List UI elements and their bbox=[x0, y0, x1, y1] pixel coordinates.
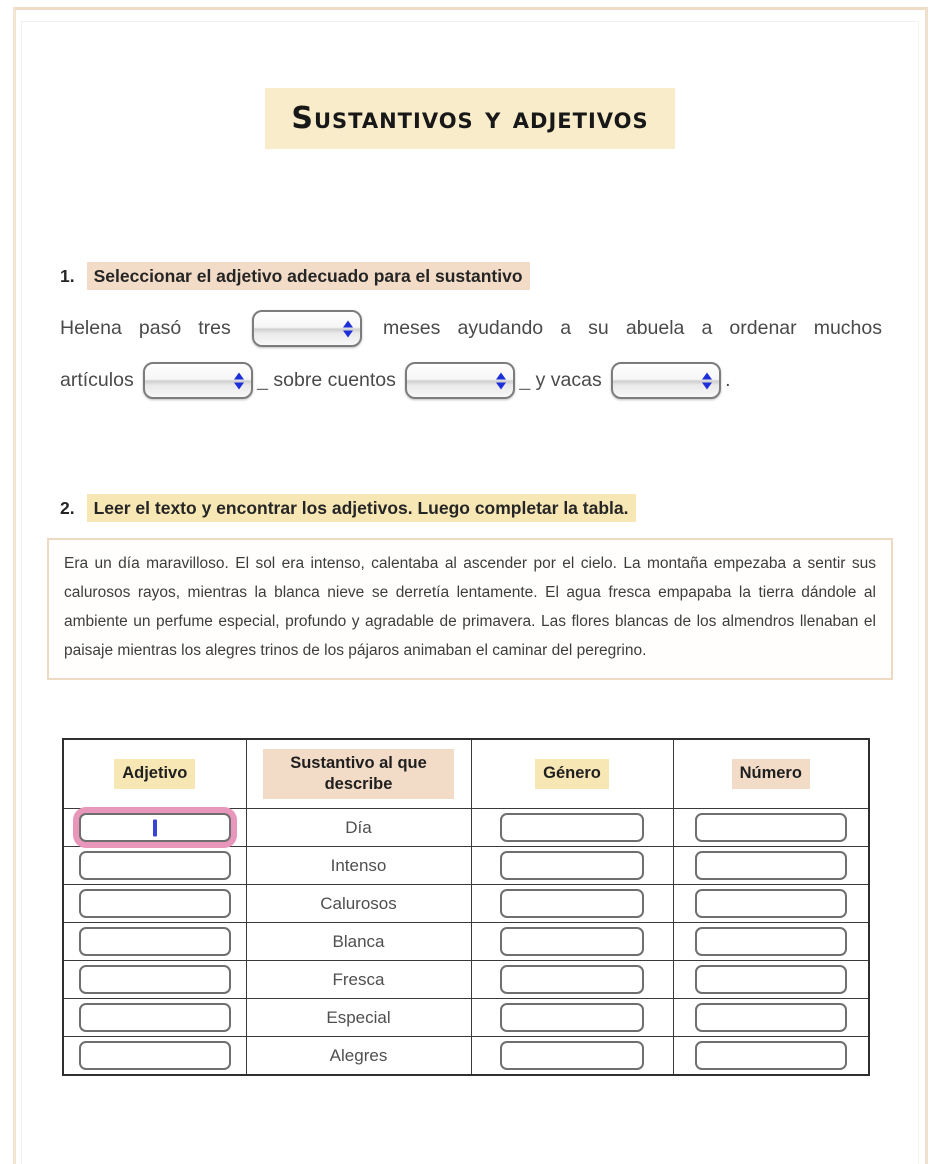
adjectives-table bbox=[62, 738, 870, 1076]
word-cell: Calurosos bbox=[246, 885, 471, 923]
sentence-period: . bbox=[725, 369, 731, 391]
numero-input[interactable] bbox=[695, 1003, 847, 1032]
adjetivo-input[interactable] bbox=[79, 889, 231, 918]
adjetivo-input[interactable] bbox=[79, 965, 231, 994]
table-row bbox=[63, 923, 869, 961]
updown-arrow-icon bbox=[702, 372, 712, 389]
genero-input[interactable] bbox=[500, 927, 644, 956]
word-cell: Día bbox=[246, 809, 471, 847]
updown-arrow-icon bbox=[234, 372, 244, 389]
word-cell: Alegres bbox=[246, 1037, 471, 1076]
column-header-genero: Género bbox=[471, 739, 673, 809]
title-container bbox=[0, 88, 940, 149]
blank-underscore: _ bbox=[257, 369, 268, 391]
updown-arrow-icon bbox=[343, 320, 353, 337]
adjetivo-input[interactable] bbox=[79, 1041, 231, 1070]
word-cell: Fresca bbox=[246, 961, 471, 999]
numero-input[interactable] bbox=[695, 889, 847, 918]
numero-input[interactable] bbox=[695, 1041, 847, 1070]
table-row bbox=[63, 999, 869, 1037]
exercise2-heading: Leer el texto y encontrar los adjetivos. Luego completar la tabla. bbox=[87, 494, 636, 522]
sentence-text: meses ayudando a su abuela a ordenar muchos bbox=[382, 317, 883, 339]
worksheet-title: Sustantivos y adjetivos bbox=[265, 88, 674, 149]
column-header-adjetivo: Adjetivo bbox=[63, 739, 246, 809]
exercise2-number: 2. bbox=[60, 498, 75, 518]
adjetivo-input[interactable] bbox=[79, 851, 231, 880]
genero-input[interactable] bbox=[500, 965, 644, 994]
genero-input[interactable] bbox=[500, 889, 644, 918]
adjetivo-input[interactable] bbox=[79, 813, 231, 842]
adjetivo-input[interactable] bbox=[79, 927, 231, 956]
sentence-line-2 bbox=[60, 354, 882, 406]
exercise2-heading-row bbox=[60, 498, 636, 519]
exercise1-heading-row bbox=[60, 266, 530, 287]
table-header-row bbox=[63, 739, 869, 809]
exercise1-number: 1. bbox=[60, 266, 75, 286]
genero-input[interactable] bbox=[500, 1003, 644, 1032]
numero-input[interactable] bbox=[695, 813, 847, 842]
updown-arrow-icon bbox=[496, 372, 506, 389]
genero-input[interactable] bbox=[500, 1041, 644, 1070]
word-cell: Blanca bbox=[246, 923, 471, 961]
genero-input[interactable] bbox=[500, 813, 644, 842]
numero-input[interactable] bbox=[695, 927, 847, 956]
table-row bbox=[63, 1037, 869, 1076]
exercise1-heading: Seleccionar el adjetivo adecuado para el sustantivo bbox=[87, 262, 530, 290]
word-cell: Intenso bbox=[246, 847, 471, 885]
numero-input[interactable] bbox=[695, 965, 847, 994]
sentence-text: y vacas bbox=[535, 369, 602, 391]
numero-input[interactable] bbox=[695, 851, 847, 880]
table-row bbox=[63, 809, 869, 847]
adjetivo-input[interactable] bbox=[79, 1003, 231, 1032]
genero-input[interactable] bbox=[500, 851, 644, 880]
sentence-text: artículos bbox=[60, 369, 134, 391]
word-cell: Especial bbox=[246, 999, 471, 1037]
select-meses[interactable] bbox=[252, 310, 362, 347]
table-row bbox=[63, 847, 869, 885]
select-vacas[interactable] bbox=[611, 362, 721, 399]
reading-passage-text: Era un día maravilloso. El sol era intenso, calentaba al ascender por el cielo. La montaña empezaba a sentir sus calurosos rayos, mientras la blanca nieve se derretía lentamente. El agua fresca empapaba la tierra dándole al ambiente un perfume especial, profundo y agradable de primavera. Las flores blancas de los almendros llenaban el paisaje mientras los alegres trinos de los pájaros animaban el caminar del peregrino. bbox=[64, 555, 876, 659]
table-row bbox=[63, 961, 869, 999]
select-cuentos[interactable] bbox=[405, 362, 515, 399]
exercise1-sentence bbox=[60, 302, 882, 406]
blank-underscore: _ bbox=[519, 369, 531, 391]
table-row bbox=[63, 885, 869, 923]
select-articulos[interactable] bbox=[143, 362, 253, 399]
text-cursor bbox=[153, 819, 157, 836]
reading-passage-box bbox=[47, 538, 893, 680]
sentence-line-1 bbox=[60, 302, 882, 354]
column-header-numero: Número bbox=[673, 739, 869, 809]
sentence-text: sobre cuentos bbox=[273, 369, 396, 391]
column-header-sustantivo: Sustantivo al que describe bbox=[246, 739, 471, 809]
sentence-text: Helena pasó tres bbox=[60, 317, 231, 339]
